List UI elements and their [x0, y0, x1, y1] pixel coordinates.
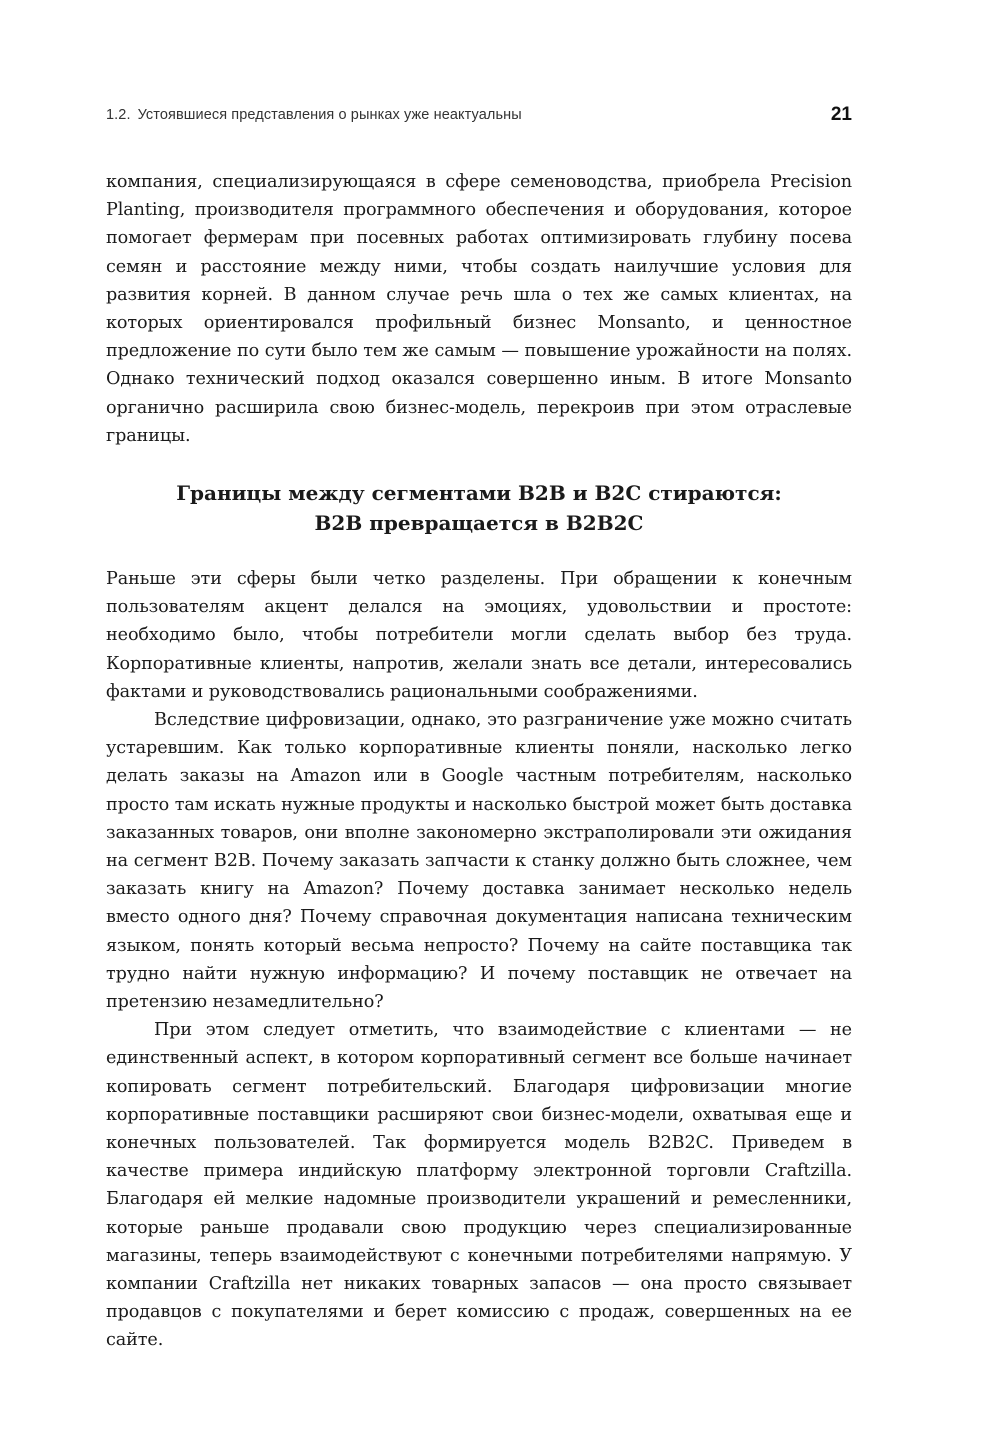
intro-paragraph: компания, специализирующаяся в сфере семеноводства, приобрела Precision Planting, производителя программного обеспечения и оборудования, которое помогает фермерам при посевных работах оптимизировать глубину посева семян и расстояние между ними, чтобы создать наилучшие условия для развития корней. В данном случае речь шла о тех же самых клиентах, на которых ориентировался профильный бизнес Monsanto, и ценностное предложение по сути было тем же самым — повышение урожайности на полях. Однако технический подход оказался совершенно иным. В итоге Monsanto органично расширила свою бизнес-модель, перекроив при этом отраслевые границы. — [106, 172, 852, 446]
intro-text — [106, 168, 852, 450]
section-heading-line-2: B2B превращается в B2B2C — [314, 511, 644, 535]
running-header — [106, 104, 852, 128]
section-heading-line-1: Границы между сегментами B2B и B2C стираются: — [176, 481, 782, 505]
section-body — [106, 565, 852, 1355]
section-number: 1.2. — [106, 107, 131, 123]
section-heading — [106, 478, 852, 538]
body-paragraph-1: Раньше эти сферы были четко разделены. При обращении к конечным пользователям акцент делался на эмоциях, удовольствии и простоте: необходимо было, чтобы потребители могли сделать выбор без труда. Корпоративные клиенты, напротив, желали знать все детали, интересовались фактами и руководствовались рациональными соображениями. — [106, 569, 852, 702]
body-paragraph-3: При этом следует отметить, что взаимодействие с клиентами — не единственный аспект, в котором корпоративный сегмент все больше начинает копировать сегмент потребительский. Благодаря цифровизации многие корпоративные поставщики расширяют свои бизнес-модели, охватывая еще и конечных пользователей. Так формируется модель B2B2C. Приведем в качестве примера индийскую платформу электронной торговли Craftzilla. Благодаря ей мелкие надомные производители украшений и ремесленники, которые раньше продавали свою продукцию через специализированные магазины, теперь взаимодействуют с конечными потребителями напрямую. У компании Craftzilla нет никаких товарных запасов — она просто связывает продавцов с покупателями и берет комиссию с продаж, совершенных на ее сайте. — [106, 1020, 852, 1351]
body-paragraph-2: Вследствие цифровизации, однако, это разграничение уже можно считать устаревшим. Как только корпоративные клиенты поняли, насколько легко делать заказы на Amazon или в Google частным потребителям, насколько просто там искать нужные продукты и насколько быстрой может быть доставка заказанных товаров, они вполне закономерно экстраполировали эти ожидания на сегмент B2B. Почему заказать запчасти к станку должно быть сложнее, чем заказать книгу на Amazon? Почему доставка занимает несколько недель вместо одного дня? Почему справочная документация написана техническим языком, понять который весьма непросто? Почему на сайте поставщика так трудно найти нужную информацию? И почему поставщик не отвечает на претензию незамедлительно? — [106, 710, 852, 1013]
section-title: Устоявшиеся представления о рынках уже неактуальны — [137, 107, 522, 123]
page-number: 21 — [830, 104, 852, 125]
running-header-title — [106, 107, 522, 123]
